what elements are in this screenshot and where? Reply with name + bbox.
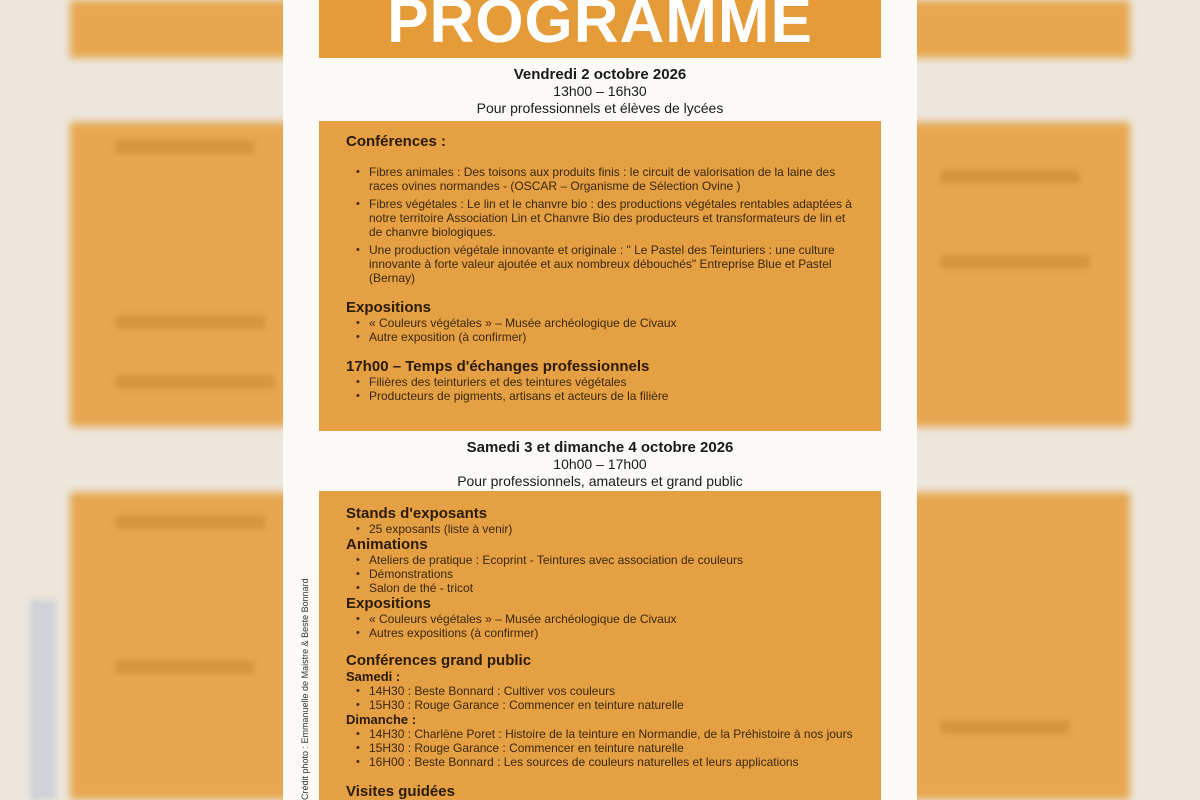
list-item: • Fibres végétales : Le lin et le chanvre bio : des productions végétales rentables adaptées à notre territoire Association Lin et Chanvre Bio des producteurs et transformateurs de lin et de chanvre biologiques. bbox=[346, 197, 857, 239]
stands-list bbox=[346, 522, 857, 536]
list-item: • Producteurs de pigments, artisans et acteurs de la filière bbox=[346, 389, 857, 403]
list-item: • Autres expositions (à confirmer) bbox=[346, 626, 857, 640]
list-item: • 16H00 : Beste Bonnard : Les sources de couleurs naturelles et leurs applications bbox=[346, 755, 857, 769]
list-item: • Fibres animales : Des toisons aux produits finis : le circuit de valorisation de la laine des races ovines normandes - (OSCAR – Organisme de Sélection Ovine ) bbox=[346, 165, 857, 193]
conferences-list bbox=[346, 165, 857, 285]
title-band bbox=[319, 0, 881, 58]
day1-title: Vendredi 2 octobre 2026 bbox=[513, 66, 687, 83]
poster-title: PROGRAMME bbox=[387, 0, 813, 56]
photo-credit: Crédit photo : Emmanuelle de Maistre & Beste Bonnard bbox=[300, 578, 310, 800]
list-item: • « Couleurs végétales » – Musée archéologique de Civaux bbox=[346, 316, 857, 330]
list-item: • 14H30 : Charlène Poret : Histoire de la teinture en Normandie, de la Préhistoire à nos jours bbox=[346, 727, 857, 741]
expositions2-heading: Expositions bbox=[346, 595, 432, 612]
background-text-line bbox=[940, 720, 1070, 734]
expositions2-list bbox=[346, 612, 857, 640]
samedi-list bbox=[346, 684, 857, 712]
background-text-line bbox=[940, 255, 1090, 269]
background-text-line bbox=[115, 375, 275, 389]
list-item: • 25 exposants (liste à venir) bbox=[346, 522, 857, 536]
dimanche-label: Dimanche : bbox=[346, 712, 417, 727]
programme-poster bbox=[283, 0, 917, 800]
conferences-heading: Conférences : bbox=[346, 133, 447, 150]
background-strip bbox=[30, 600, 56, 800]
stands-heading: Stands d'exposants bbox=[346, 505, 488, 522]
samedi-label: Samedi : bbox=[346, 669, 401, 684]
list-item: • 15H30 : Rouge Garance : Commencer en teinture naturelle bbox=[346, 741, 857, 755]
day1-audience: Pour professionnels et élèves de lycées bbox=[476, 100, 724, 116]
day2-header bbox=[283, 439, 917, 490]
expositions-heading: Expositions bbox=[346, 299, 432, 316]
list-item: • 14H30 : Beste Bonnard : Cultiver vos couleurs bbox=[346, 684, 857, 698]
visites-heading: Visites guidées bbox=[346, 783, 455, 800]
background-text-line bbox=[115, 660, 255, 674]
day1-header bbox=[283, 66, 917, 117]
background-text-line bbox=[940, 170, 1080, 184]
list-item: • 15H30 : Rouge Garance : Commencer en teinture naturelle bbox=[346, 698, 857, 712]
list-item: • Filières des teinturiers et des teintures végétales bbox=[346, 375, 857, 389]
day2-title: Samedi 3 et dimanche 4 octobre 2026 bbox=[466, 439, 734, 456]
expositions-list bbox=[346, 316, 857, 344]
list-item: • « Couleurs végétales » – Musée archéologique de Civaux bbox=[346, 612, 857, 626]
day2-audience: Pour professionnels, amateurs et grand public bbox=[457, 473, 743, 489]
day2-hours: 10h00 – 17h00 bbox=[553, 456, 647, 472]
echanges-list bbox=[346, 375, 857, 403]
list-item: • Salon de thé - tricot bbox=[346, 581, 857, 595]
animations-list bbox=[346, 553, 857, 595]
background-text-line bbox=[115, 140, 255, 154]
echanges-heading: 17h00 – Temps d'échanges professionnels bbox=[346, 358, 650, 375]
dimanche-list bbox=[346, 727, 857, 769]
conferences-public-heading: Conférences grand public bbox=[346, 652, 532, 669]
list-item: • Ateliers de pratique : Ecoprint - Teintures avec association de couleurs bbox=[346, 553, 857, 567]
background-text-line bbox=[115, 315, 265, 329]
background-text-line bbox=[115, 515, 265, 529]
animations-heading: Animations bbox=[346, 536, 428, 553]
list-item: • Une production végétale innovante et originale : " Le Pastel des Teinturiers : une culture innovante à forte valeur ajoutée et aux nombreux débouchés" Entreprise Blue et Pastel (Bernay) bbox=[346, 243, 857, 285]
list-item: • Autre exposition (à confirmer) bbox=[346, 330, 857, 344]
day2-program-box bbox=[319, 491, 881, 800]
day1-program-box bbox=[319, 121, 881, 431]
day1-hours: 13h00 – 16h30 bbox=[553, 83, 647, 99]
list-item: • Démonstrations bbox=[346, 567, 857, 581]
